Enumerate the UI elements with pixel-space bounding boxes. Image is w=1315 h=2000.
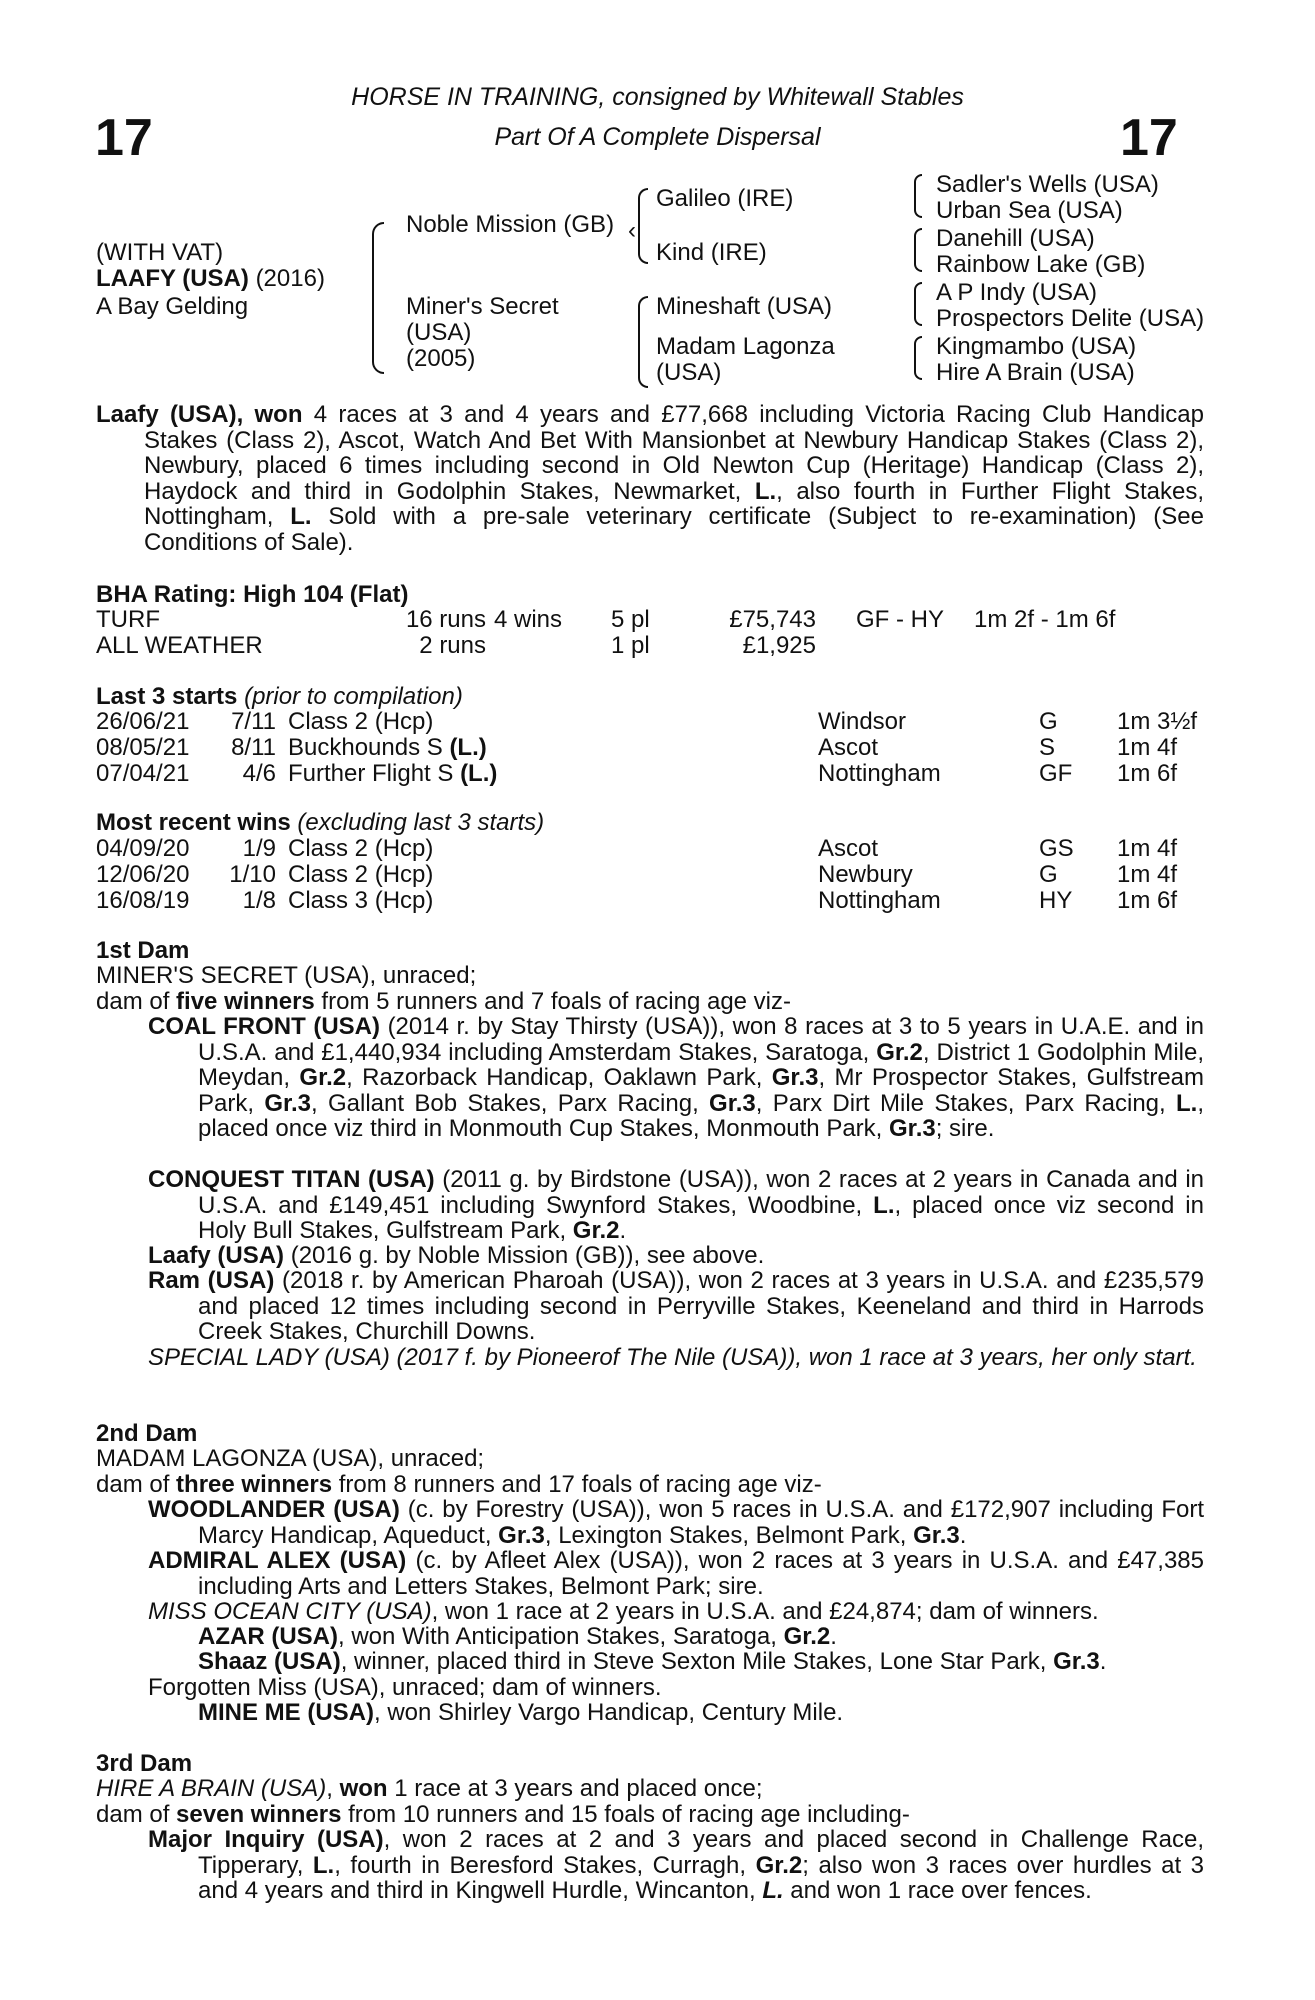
rating-row-turf <box>96 607 1216 633</box>
third-dam-heading: 3rd Dam <box>96 1750 193 1777</box>
grade: Gr.3 <box>709 1089 756 1117</box>
grade: Gr.3 <box>889 1115 936 1142</box>
course: Nottingham <box>818 887 941 914</box>
position: 4/6 <box>242 760 276 787</box>
last-start-row <box>96 709 1216 735</box>
progeny-name: CONQUEST TITAN (USA) <box>148 1166 435 1193</box>
going: GS <box>1039 835 1074 862</box>
progeny-special-lady: SPECIAL LADY (USA) (2017 f. by Pioneerof The Nile (USA)), won 1 race at 3 years, her only start. <box>148 1344 1197 1371</box>
grandprogeny-mine-me <box>198 1700 843 1726</box>
race-listed: (L.) <box>460 760 498 787</box>
sire: Noble Mission (GB) <box>406 211 615 238</box>
progeny-name: MISS OCEAN CITY (USA) <box>148 1598 432 1625</box>
summary-text-3: Sold with a pre-sale veterinary certificate (Subject to re-examination) (See Conditions of Sale). <box>144 503 1204 556</box>
race <box>288 761 497 787</box>
grade: Gr.3 <box>771 1064 819 1091</box>
going: GF <box>1039 760 1073 787</box>
surface: TURF <box>96 606 160 633</box>
winners-count: three winners <box>176 1471 333 1498</box>
recent-win-row <box>96 862 1216 888</box>
date: 12/06/20 <box>96 861 190 888</box>
second-dam-name: MADAM LAGONZA (USA), unraced; <box>96 1445 485 1472</box>
runs: 2 runs <box>419 632 486 659</box>
text: ; sire. <box>935 1115 995 1142</box>
progeny-miss-ocean-city <box>148 1599 1099 1625</box>
progeny-name: MINE ME (USA) <box>198 1699 374 1726</box>
text: from 8 runners and 17 foals of racing age viz- <box>332 1471 822 1498</box>
text: (2014 r. by Stay Thirsty (USA)), won 8 races at 3 to 5 years in U.A.E. and in U.S.A. and £1,440,934 including Amsterdam Stakes, Saratoga, <box>198 1013 1205 1066</box>
text: , <box>326 1775 340 1802</box>
date: 07/04/21 <box>96 760 190 787</box>
rating-row-aw <box>96 633 1216 659</box>
listed-mark: L. <box>873 1191 895 1219</box>
text: , Parx Dirt Mile Stakes, Parx Racing, <box>755 1089 1177 1117</box>
listed-mark: L. <box>1176 1089 1198 1117</box>
progeny-name: Laafy (USA) <box>148 1242 285 1269</box>
heading-note: (excluding last 3 starts) <box>297 809 545 836</box>
race: Class 2 (Hcp) <box>288 861 434 888</box>
dam-line-1: Miner's Secret <box>406 293 559 320</box>
race-name: Buckhounds S <box>288 734 450 761</box>
sire-sire: Galileo (IRE) <box>656 185 794 212</box>
position: 1/10 <box>229 861 276 888</box>
text: (2018 r. by American Pharoah (USA)), won 2 races at 3 years in U.S.A. and £235,579 and placed 12 times including second in Perryville Stakes, Keeneland and third in Harrods Creek Stakes, Churchill Downs. <box>198 1267 1204 1345</box>
listed-mark: L. <box>290 503 312 530</box>
progeny-admiral-alex <box>148 1548 1204 1599</box>
grade: Gr.2 <box>876 1038 923 1066</box>
position: 1/9 <box>242 835 276 862</box>
text: dam of <box>96 1801 177 1828</box>
date: 16/08/19 <box>96 887 190 914</box>
pedigree-bracket-dam <box>638 296 648 388</box>
distance: 1m 6f <box>1117 887 1178 914</box>
grade: Gr.3 <box>498 1521 545 1549</box>
last-start-row <box>96 735 1216 761</box>
horse-year: (2016) <box>255 265 325 292</box>
course: Windsor <box>818 708 907 735</box>
progeny-name: AZAR (USA) <box>198 1623 338 1650</box>
text: 1 race at 3 years and placed once; <box>387 1775 763 1802</box>
race-name: Class 2 (Hcp) <box>288 708 434 735</box>
text: (c. by Forestry (USA)), won 5 races in U.S.A. and £172,907 including Fort Marcy Handicap, Aqueduct, <box>198 1496 1204 1549</box>
position: 7/11 <box>231 708 276 735</box>
dispersal-subtitle: Part Of A Complete Dispersal <box>494 123 821 151</box>
second-dam-record <box>96 1472 822 1498</box>
race: Class 3 (Hcp) <box>288 887 434 914</box>
dam-sire-sire: A P Indy (USA) <box>936 279 1097 306</box>
text: , placed once viz second in Holy Bull Stakes, Gulfstream Park, <box>198 1191 1204 1244</box>
going: S <box>1039 734 1056 761</box>
race: Class 2 (Hcp) <box>288 835 434 862</box>
summary-horse-name: Laafy (USA), won <box>96 401 303 428</box>
position: 1/8 <box>242 887 276 914</box>
distance: 1m 4f <box>1117 835 1178 862</box>
course: Newbury <box>818 861 913 888</box>
date: 08/05/21 <box>96 734 190 761</box>
grade: Gr.2 <box>783 1623 831 1650</box>
text: . <box>619 1217 627 1244</box>
distance: 1m 4f <box>1117 734 1178 761</box>
brace-point: ‹ <box>628 217 636 244</box>
dam-line-2: (USA) <box>406 319 472 346</box>
distance: 1m 3½f <box>1117 708 1198 735</box>
text: ; also won 3 races over hurdles at 3 and 4 years and third in Kingwell Hurdle, Wincanton, <box>198 1851 1204 1904</box>
sire-dam-sire: Danehill (USA) <box>936 225 1095 252</box>
vat-note: (WITH VAT) <box>96 239 224 266</box>
first-dam-heading: 1st Dam <box>96 937 190 964</box>
bracket-sd <box>914 228 922 272</box>
going: HY <box>1039 887 1073 914</box>
text: . <box>830 1623 837 1650</box>
race-summary <box>96 402 1204 555</box>
heading-note: (prior to compilation) <box>244 683 463 710</box>
grade: Gr.3 <box>1053 1648 1100 1675</box>
horse-name-line <box>96 266 325 292</box>
text: , won 2 races at 2 and 3 years and placed second in Challenge Race, Tipperary, <box>198 1826 1204 1879</box>
progeny-name: Shaaz (USA) <box>198 1648 341 1675</box>
heading-text: Last 3 starts <box>96 683 238 710</box>
progeny-coal-front <box>148 1014 1204 1142</box>
text: , District 1 Godolphin Mile, Meydan, <box>198 1038 1205 1091</box>
grandprogeny-azar <box>198 1624 837 1650</box>
lot-number-right: 17 <box>1120 109 1178 167</box>
grade: Gr.2 <box>572 1217 620 1244</box>
listed-mark: L. <box>312 1851 335 1879</box>
winners-count: seven winners <box>176 1801 342 1828</box>
text: (2016 g. by Noble Mission (GB)), see above. <box>284 1242 765 1269</box>
bha-rating-heading: BHA Rating: High 104 (Flat) <box>96 581 409 608</box>
text: , won 1 race at 2 years in U.S.A. and £24,874; dam of winners. <box>431 1598 1099 1625</box>
bracket-ds <box>914 282 922 326</box>
text: from 5 runners and 7 foals of racing age viz- <box>314 988 792 1015</box>
progeny-woodlander <box>148 1497 1204 1548</box>
recent-wins-heading <box>96 810 544 836</box>
progeny-conquest-titan <box>148 1167 1204 1244</box>
recent-win-row <box>96 836 1216 862</box>
text: dam of <box>96 1471 177 1498</box>
progeny-name: ADMIRAL ALEX (USA) <box>148 1547 407 1574</box>
text: , Lexington Stakes, Belmont Park, <box>544 1521 914 1549</box>
heading-text: Most recent wins <box>96 809 291 836</box>
last-starts-heading <box>96 684 463 710</box>
won-mark: won <box>339 1775 388 1802</box>
bracket-dd <box>914 336 922 380</box>
race <box>288 735 487 761</box>
text: and won 1 race over fences. <box>783 1877 1092 1904</box>
grandprogeny-shaaz <box>198 1649 1106 1675</box>
position: 8/11 <box>231 734 276 761</box>
listed-mark: L. <box>762 1877 784 1904</box>
dam-dam-sire: Kingmambo (USA) <box>936 333 1137 360</box>
grade: Gr.2 <box>755 1851 803 1879</box>
bracket-ss <box>914 174 922 218</box>
grade: Gr.3 <box>264 1089 312 1117</box>
recent-win-row <box>96 888 1216 914</box>
dam-line-3: (2005) <box>406 345 476 372</box>
pedigree-bracket-main <box>372 222 384 374</box>
winners-count: five winners <box>176 988 315 1015</box>
text: (c. by Afleet Alex (USA)), won 2 races at 3 years in U.S.A. and £47,385 including Arts and Letters Stakes, Belmont Park; sire. <box>198 1547 1205 1600</box>
progeny-name: COAL FRONT (USA) <box>148 1013 380 1040</box>
summary-text: 4 races at 3 and 4 years and £77,668 including Victoria Racing Club Handicap Stakes (Class 2), Ascot, Watch And Bet With Mansionbet at Newbury Handicap Stakes (Class 2), Newbury, placed 6 times including second in Old Newton Cup (Heritage) Handicap (Class 2), Haydock and third in Godolphin Stakes, Newmarket, <box>144 401 1205 505</box>
listed-mark: L. <box>754 477 777 505</box>
wins: 4 wins <box>494 606 563 633</box>
horse-name: LAAFY (USA) <box>96 265 249 292</box>
progeny-name: Major Inquiry (USA) <box>148 1826 384 1853</box>
dam-sire: Mineshaft (USA) <box>656 293 833 320</box>
sire-sire-sire: Sadler's Wells (USA) <box>936 171 1159 198</box>
summary-text-2: , also fourth in Further Flight Stakes, Nottingham, <box>144 477 1204 530</box>
going: G <box>1039 861 1058 888</box>
text: (2011 g. by Birdstone (USA)), won 2 races at 2 years in Canada and in U.S.A. and £149,451 including Swynford Stakes, Woodbine, <box>198 1166 1204 1219</box>
text: , placed once viz third in Monmouth Cup Stakes, Monmouth Park, <box>198 1089 1205 1142</box>
text: , Mr Prospector Stakes, Gulfstream Park, <box>198 1064 1205 1117</box>
sire-dam-dam: Rainbow Lake (GB) <box>936 251 1146 278</box>
race <box>288 709 433 735</box>
text: , won With Anticipation Stakes, Saratoga, <box>337 1623 784 1650</box>
consignment-title: HORSE IN TRAINING, consigned by Whitewall Stables <box>351 83 964 111</box>
horse-description: A Bay Gelding <box>96 293 249 320</box>
text: , won Shirley Vargo Handicap, Century Mile. <box>374 1699 844 1726</box>
pedigree-bracket-sire <box>638 188 648 264</box>
text: . <box>1099 1648 1107 1675</box>
date: 04/09/20 <box>96 835 190 862</box>
dam-sire-dam: Prospectors Delite (USA) <box>936 305 1205 332</box>
text: , Gallant Bob Stakes, Parx Racing, <box>311 1089 710 1117</box>
course: Ascot <box>818 734 879 761</box>
grade: Gr.2 <box>299 1064 347 1091</box>
text: dam of <box>96 988 177 1015</box>
date: 26/06/21 <box>96 708 190 735</box>
progeny-major-inquiry <box>148 1827 1204 1904</box>
dam-name: HIRE A BRAIN (USA) <box>96 1775 327 1802</box>
prize: £75,743 <box>729 606 816 633</box>
runs: 16 runs <box>405 606 486 633</box>
sire-dam: Kind (IRE) <box>656 239 767 266</box>
progeny-laafy <box>148 1243 1204 1269</box>
distance: 1m 6f <box>1117 760 1178 787</box>
race-listed: (L.) <box>449 734 487 761</box>
surface: ALL WEATHER <box>96 632 263 659</box>
text: , Razorback Handicap, Oaklawn Park, <box>346 1064 772 1091</box>
placed: 1 pl <box>611 632 650 659</box>
sire-sire-dam: Urban Sea (USA) <box>936 197 1123 224</box>
progeny-forgotten-miss: Forgotten Miss (USA), unraced; dam of winners. <box>148 1674 662 1701</box>
dam-dam-line-2: (USA) <box>656 359 722 386</box>
course: Ascot <box>818 835 879 862</box>
dam-dam-dam: Hire A Brain (USA) <box>936 359 1135 386</box>
first-dam-record <box>96 989 791 1015</box>
race-name: Further Flight S <box>288 760 461 787</box>
progeny-name: Ram (USA) <box>148 1267 275 1294</box>
grade: Gr.3 <box>913 1521 960 1549</box>
prize: £1,925 <box>742 632 816 659</box>
lot-number-left: 17 <box>95 109 153 167</box>
going: G <box>1039 708 1058 735</box>
course: Nottingham <box>818 760 941 787</box>
distance: 1m 4f <box>1117 861 1178 888</box>
text: , fourth in Beresford Stakes, Curragh, <box>334 1851 756 1879</box>
progeny-name: WOODLANDER (USA) <box>148 1496 400 1523</box>
placed: 5 pl <box>611 606 650 633</box>
text: from 10 runners and 15 foals of racing age including- <box>341 1801 910 1828</box>
third-dam-name <box>96 1776 763 1802</box>
last-start-row <box>96 761 1216 787</box>
second-dam-heading: 2nd Dam <box>96 1420 198 1447</box>
text: , winner, placed third in Steve Sexton Mile Stakes, Lone Star Park, <box>340 1648 1054 1675</box>
dam-dam-line-1: Madam Lagonza <box>656 333 835 360</box>
text: . <box>959 1521 967 1549</box>
first-dam-name: MINER'S SECRET (USA), unraced; <box>96 962 477 989</box>
third-dam-record <box>96 1802 910 1828</box>
going: GF - HY <box>856 606 944 633</box>
distance: 1m 2f - 1m 6f <box>974 606 1116 633</box>
progeny-ram <box>148 1268 1204 1345</box>
